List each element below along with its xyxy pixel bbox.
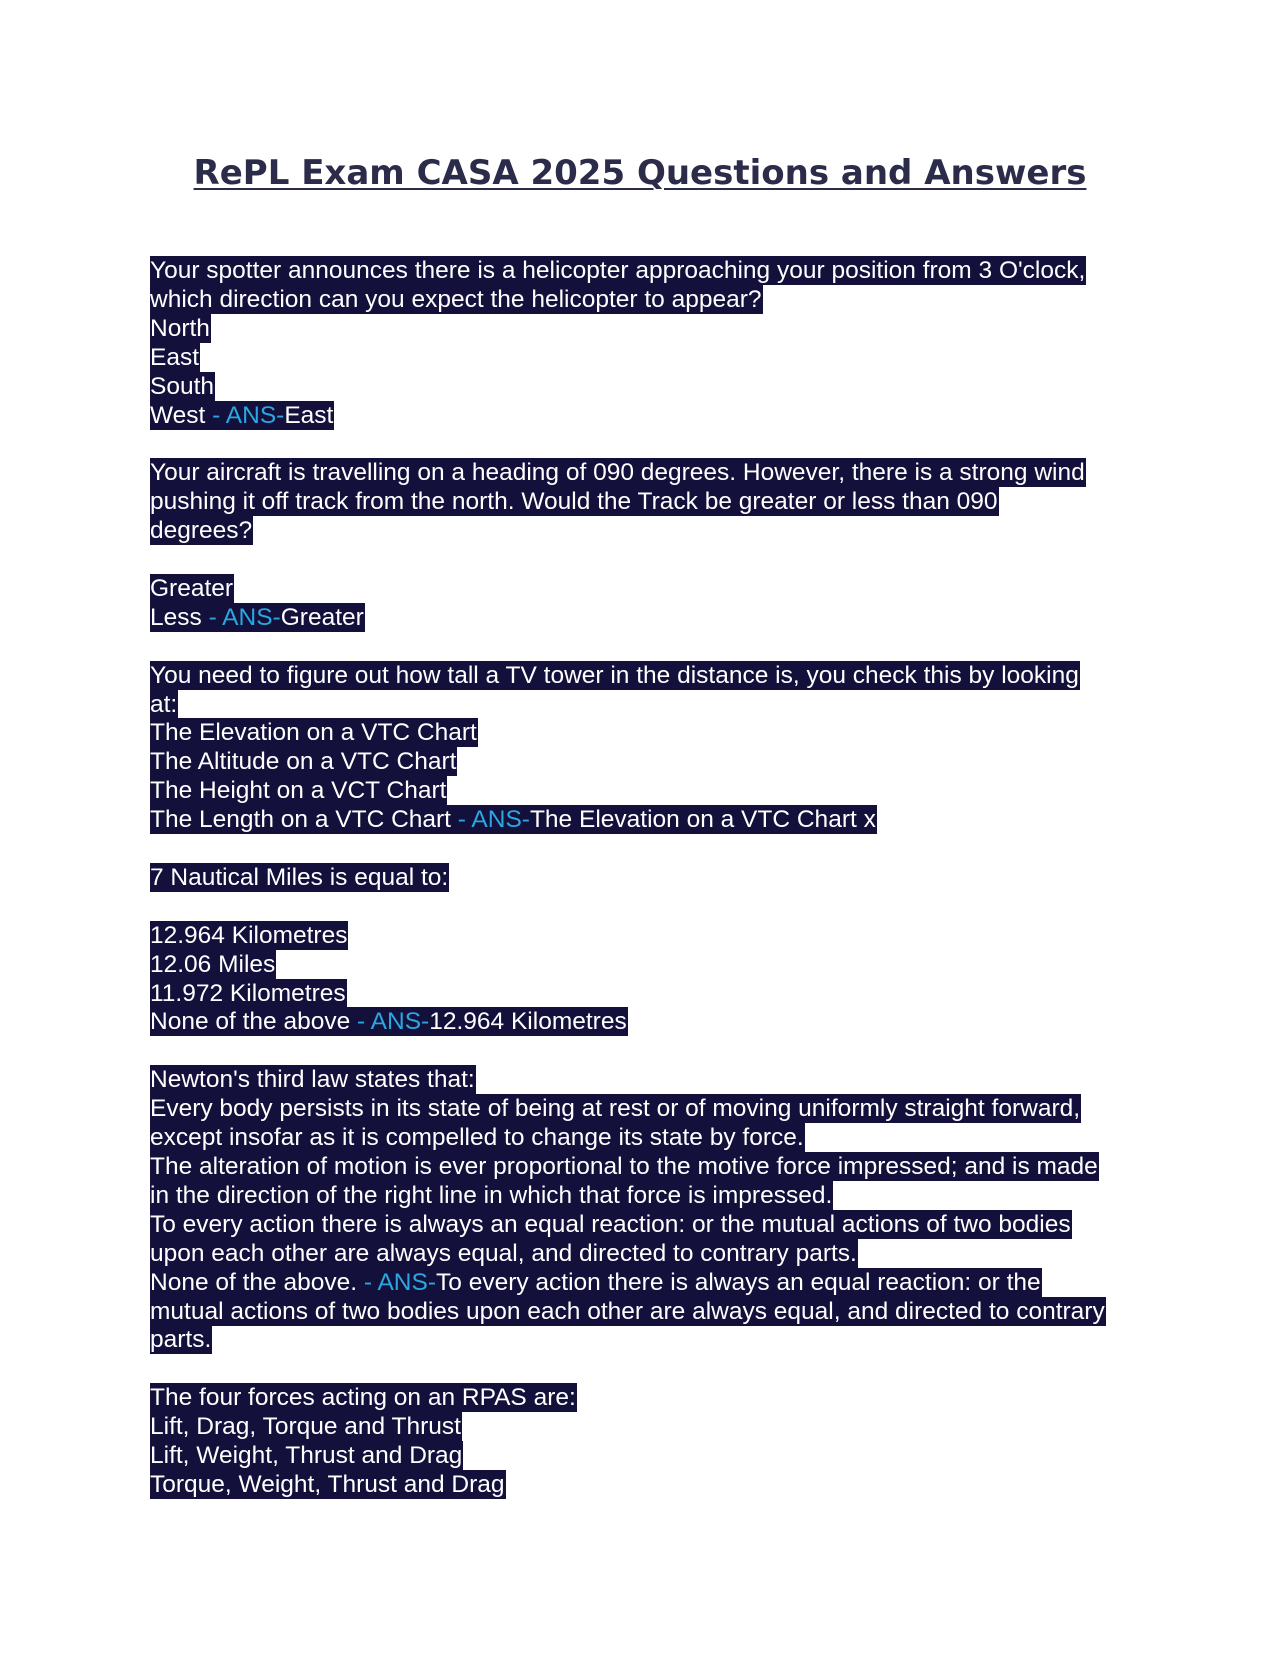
question-4 [150, 864, 1140, 1037]
answer-text: mutual actions of two bodies upon each other are always equal, and directed to contrary [150, 1297, 1105, 1325]
document-body [150, 257, 1140, 1529]
question-text-line: The four forces acting on an RPAS are: [150, 1384, 576, 1412]
option: Every body persists in its state of being at rest or of moving uniformly straight forward, [150, 1095, 1081, 1123]
option: East [150, 343, 200, 371]
answer-text: The Elevation on a VTC Chart x [529, 806, 876, 834]
answer-line [150, 805, 877, 834]
question-text-line: degrees? [150, 517, 253, 545]
answer-text: parts. [150, 1326, 212, 1354]
option: 12.06 Miles [150, 950, 276, 978]
answer-text: 12.964 Kilometres [429, 1008, 627, 1036]
option: None of the above. [150, 1268, 358, 1296]
option: The Elevation on a VTC Chart [150, 719, 477, 747]
option: Less [150, 603, 202, 631]
option: None of the above [150, 1008, 351, 1036]
option: Greater [150, 574, 234, 602]
question-text-line: You need to figure out how tall a TV tower in the distance is, you check this by looking [150, 661, 1079, 689]
question-text-line: Newton's third law states that: [150, 1066, 475, 1094]
question-text-line: which direction can you expect the helicopter to appear? [150, 285, 762, 313]
answer-text: East [284, 401, 334, 429]
ans-marker: - ANS- [350, 1008, 430, 1036]
option: South [150, 372, 215, 400]
question-text-line: Your spotter announces there is a helicopter approaching your position from 3 O'clock, [150, 257, 1086, 284]
option: 12.964 Kilometres [150, 921, 348, 949]
ans-marker: - ANS- [357, 1268, 437, 1296]
answer-text: Greater [280, 603, 364, 631]
answer-line [150, 1007, 628, 1036]
answer-line [150, 603, 365, 632]
option: The Length on a VTC Chart [150, 806, 451, 834]
option: The Height on a VCT Chart [150, 777, 447, 805]
option: The Altitude on a VTC Chart [150, 748, 457, 776]
question-6 [150, 1384, 1140, 1500]
option: Lift, Drag, Torque and Thrust [150, 1413, 461, 1441]
answer-text: To every action there is always an equal reaction: or the [436, 1268, 1041, 1296]
spacer [150, 546, 1140, 575]
spacer [150, 893, 1140, 922]
option: upon each other are always equal, and directed to contrary parts. [150, 1239, 857, 1267]
option: except insofar as it is compelled to change its state by force. [150, 1124, 804, 1152]
question-text-line: 7 Nautical Miles is equal to: [150, 863, 449, 891]
question-1 [150, 257, 1140, 430]
option: To every action there is always an equal reaction: or the mutual actions of two bodies [150, 1210, 1071, 1238]
question-3 [150, 662, 1140, 835]
option: The alteration of motion is ever proportional to the motive force impressed; and is made [150, 1153, 1098, 1180]
page-title: RePL Exam CASA 2025 Questions and Answers [193, 153, 1087, 193]
ans-marker: - ANS- [201, 603, 281, 631]
question-text-line: at: [150, 690, 178, 718]
option: 11.972 Kilometres [150, 979, 346, 1007]
question-text-line: pushing it off track from the north. Would the Track be greater or less than 090 [150, 488, 998, 516]
option: West [150, 401, 206, 429]
ans-marker: - ANS- [450, 806, 530, 834]
answer-line [150, 401, 334, 430]
answer-line [150, 1268, 1042, 1297]
option: Lift, Weight, Thrust and Drag [150, 1442, 463, 1470]
option: in the direction of the right line in which that force is impressed. [150, 1181, 833, 1209]
ans-marker: - ANS- [205, 401, 285, 429]
option: Torque, Weight, Thrust and Drag [150, 1470, 505, 1498]
option: North [150, 314, 210, 342]
question-2 [150, 459, 1140, 632]
question-text-line: Your aircraft is travelling on a heading of 090 degrees. However, there is a strong wind [150, 459, 1085, 487]
question-5 [150, 1066, 1140, 1355]
